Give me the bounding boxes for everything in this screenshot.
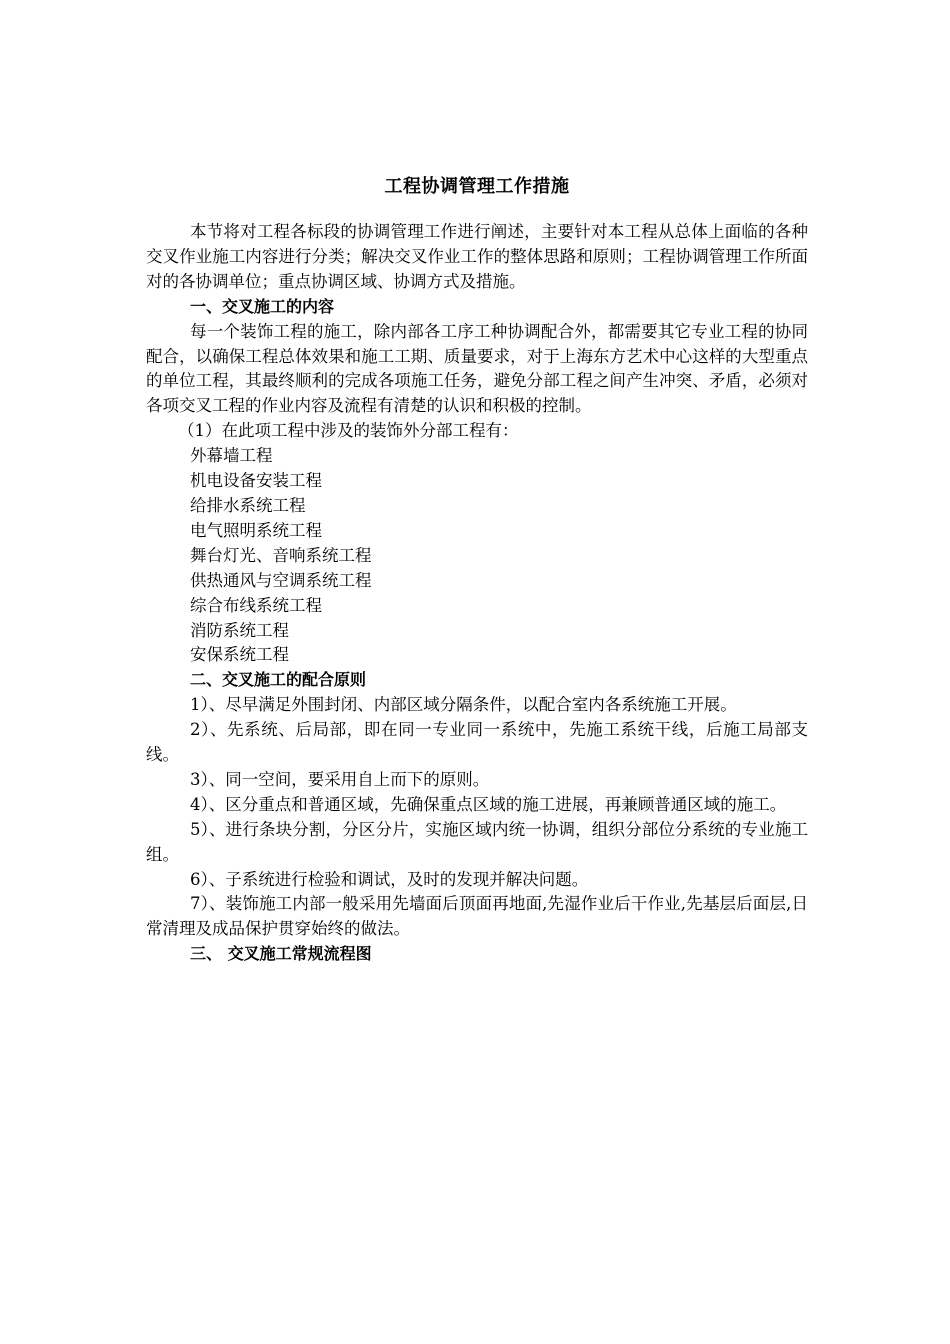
section-1-heading: 一、交叉施工的内容 (190, 296, 335, 316)
list-item: 给排水系统工程 (190, 495, 306, 515)
intro-paragraph: 本节将对工程各标段的协调管理工作进行阐述，主要针对本工程从总体上面临的各种交叉作业施工内容进行分类；解决交叉作业工作的整体思路和原则；工程协调管理工作所面对的各协调单位；重点协调区域、协调方式及措施。 (146, 222, 808, 291)
document-title: 工程协调管理工作措施 (384, 176, 570, 197)
list-item: 消防系统工程 (190, 620, 289, 640)
principle-item: 2）、先系统、后局部，即在同一专业同一系统中，先施工系统干线，后施工局部支线。 (146, 720, 808, 765)
section-3-heading: 三、 交叉施工常规流程图 (190, 944, 372, 964)
principle-item: 4）、区分重点和普通区域，先确保重点区域的施工进展，再兼顾普通区域的施工。 (190, 794, 787, 814)
list-item: 电气照明系统工程 (190, 520, 322, 540)
section-1-subheading: （1）在此项工程中涉及的装饰外分部工程有： (178, 421, 519, 441)
subsystem-list (146, 444, 808, 668)
list-item: 安保系统工程 (190, 645, 289, 665)
principle-item: 6）、子系统进行检验和调试，及时的发现并解决问题。 (190, 869, 589, 889)
principle-item: 5）、进行条块分割，分区分片，实施区域内统一协调，组织分部位分系统的专业施工组。 (146, 819, 808, 864)
principle-item: 7）、装饰施工内部一般采用先墙面后顶面再地面,先湿作业后干作业,先基层后面层,日常清理及成品保护贯穿始终的做法。 (146, 894, 808, 939)
list-item: 外幕墙工程 (190, 446, 273, 466)
list-item: 综合布线系统工程 (190, 595, 322, 615)
section-2-heading: 二、交叉施工的配合原则 (190, 670, 367, 690)
list-item: 供热通风与空调系统工程 (190, 570, 372, 590)
principle-item: 3）、同一空间，要采用自上而下的原则。 (190, 769, 490, 789)
principle-item: 1）、尽早满足外围封闭、内部区域分隔条件，以配合室内各系统施工开展。 (190, 695, 737, 715)
list-item: 机电设备安装工程 (190, 471, 322, 491)
section-1-paragraph: 每一个装饰工程的施工，除内部各工序工种协调配合外，都需要其它专业工程的协同配合，以确保工程总体效果和施工工期、质量要求，对于上海东方艺术中心这样的大型重点的单位工程，其最终顺利的完成各项施工任务，避免分部工程之间产生冲突、矛盾，必须对各项交叉工程的作业内容及流程有清楚的认识和积极的控制。 (146, 321, 808, 416)
document-page (146, 174, 808, 967)
list-item: 舞台灯光、音响系统工程 (190, 545, 372, 565)
